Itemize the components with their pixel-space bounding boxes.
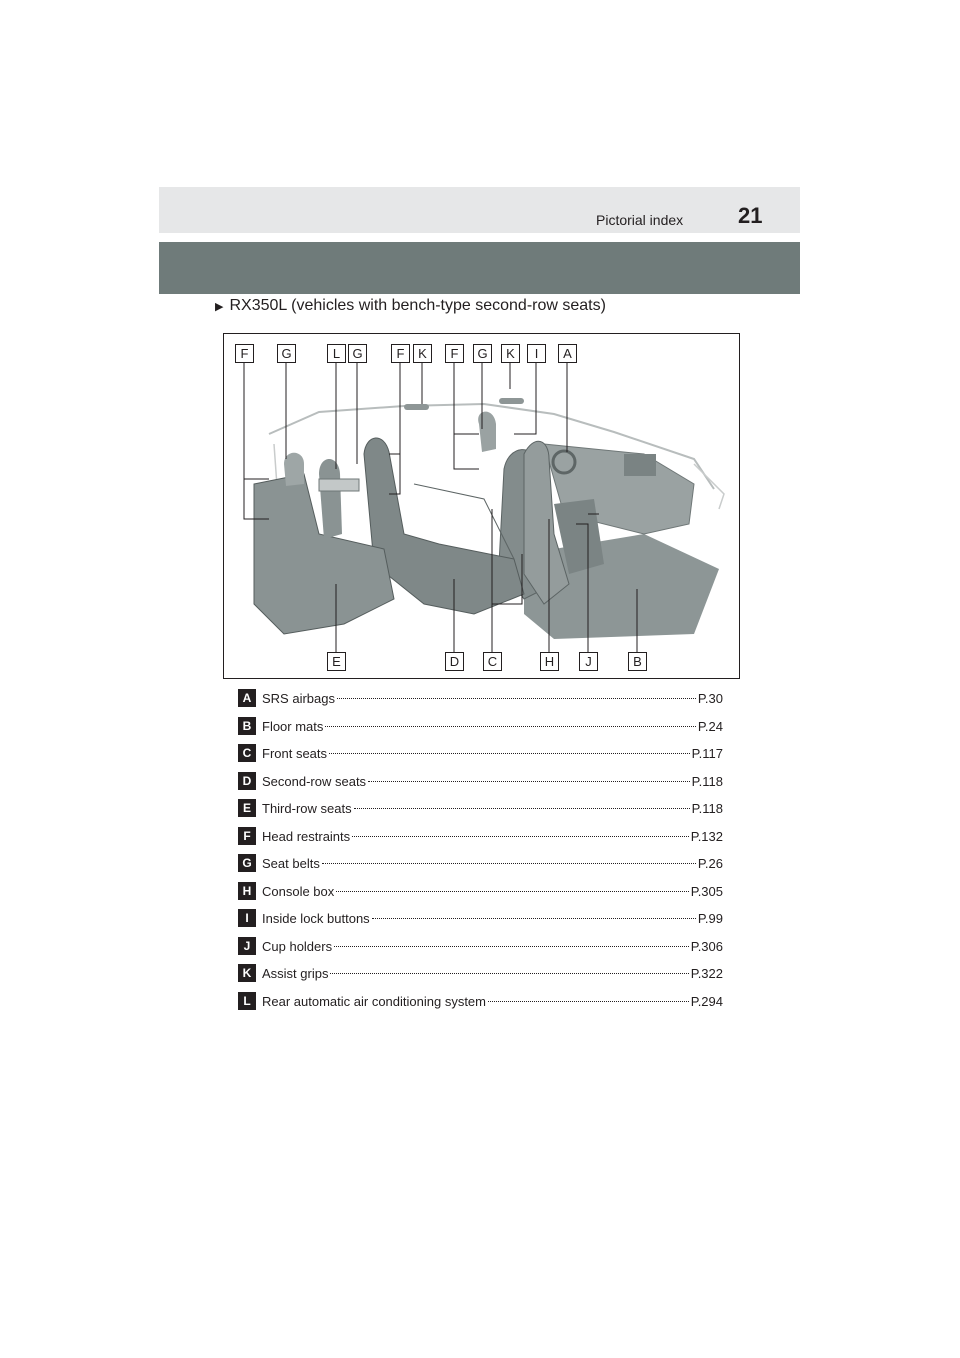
vehicle-interior-drawing (224, 334, 741, 680)
page-reference[interactable]: P.26 (697, 855, 723, 871)
legend-label: Head restraints (262, 828, 351, 844)
legend-label: Front seats (262, 745, 328, 761)
page-reference[interactable]: P.99 (697, 910, 723, 926)
callout-top-11: A (558, 344, 577, 363)
leader-dots (372, 908, 696, 919)
leader-dots (488, 991, 689, 1002)
section-title: Pictorial index (596, 212, 684, 228)
legend-item (238, 716, 723, 736)
legend-letter-badge: F (238, 827, 256, 845)
legend-label: Seat belts (262, 855, 320, 871)
leader-dots (334, 936, 689, 947)
legend-letter-badge: G (238, 854, 256, 872)
header-bar (159, 187, 800, 233)
legend-label: Inside lock buttons (262, 910, 370, 926)
callout-top-5: F (391, 344, 410, 363)
legend-item (238, 853, 723, 873)
leader-dots (329, 743, 690, 754)
legend-item (238, 908, 723, 928)
callout-top-1: F (235, 344, 254, 363)
legend-label: Third-row seats (262, 800, 352, 816)
page-reference[interactable]: P.24 (697, 718, 723, 734)
page-reference[interactable]: P.322 (690, 965, 723, 981)
leader-dots (325, 716, 696, 727)
legend-letter-badge: K (238, 964, 256, 982)
legend-letter-badge: L (238, 992, 256, 1010)
legend-label: Assist grips (262, 965, 329, 981)
callout-bottom-3: C (483, 652, 502, 671)
page-reference[interactable]: P.118 (691, 800, 723, 816)
callout-bottom-4: H (540, 652, 559, 671)
page-reference[interactable]: P.132 (690, 828, 723, 844)
legend-label: Floor mats (262, 718, 324, 734)
legend-letter-badge: D (238, 772, 256, 790)
callout-bottom-6: B (628, 652, 647, 671)
leader-dots (354, 798, 690, 809)
legend-item (238, 743, 723, 763)
legend-letter-badge: A (238, 689, 256, 707)
callout-top-4: G (348, 344, 367, 363)
legend-letter-badge: H (238, 882, 256, 900)
leader-dots (368, 771, 690, 782)
legend-item (238, 991, 723, 1011)
legend-label: SRS airbags (262, 690, 335, 706)
callout-bottom-2: D (445, 652, 464, 671)
callout-top-7: F (445, 344, 464, 363)
callout-bottom-5: J (579, 652, 598, 671)
page-reference[interactable]: P.30 (697, 690, 723, 706)
legend-letter-badge: E (238, 799, 256, 817)
subtitle-text: RX350L (vehicles with bench-type second-row seats) (229, 297, 606, 314)
leader-dots (330, 963, 688, 974)
legend-letter-badge: C (238, 744, 256, 762)
legend-item (238, 963, 723, 983)
callout-top-6: K (413, 344, 432, 363)
leader-dots (352, 826, 689, 837)
page-reference[interactable]: P.306 (690, 938, 723, 954)
legend-label: Console box (262, 883, 335, 899)
legend-item (238, 881, 723, 901)
figure-subtitle (215, 297, 606, 315)
page-reference[interactable]: P.305 (690, 883, 723, 899)
page-reference[interactable]: P.117 (691, 745, 723, 761)
legend-item (238, 798, 723, 818)
page-number: 21 (738, 203, 763, 228)
callout-top-2: G (277, 344, 296, 363)
page-reference[interactable]: P.118 (691, 773, 723, 789)
section-band (159, 242, 800, 294)
legend-item (238, 826, 723, 846)
leader-dots (337, 688, 696, 699)
legend-item (238, 936, 723, 956)
interior-illustration (223, 333, 740, 679)
legend-letter-badge: B (238, 717, 256, 735)
legend-label: Rear automatic air conditioning system (262, 993, 486, 1009)
callout-top-9: K (501, 344, 520, 363)
callout-top-10: I (527, 344, 546, 363)
leader-dots (336, 881, 688, 892)
legend-item (238, 688, 723, 708)
leader-dots (322, 853, 696, 864)
triangle-bullet-icon: ▶ (215, 300, 224, 313)
page-reference[interactable]: P.294 (690, 993, 723, 1009)
legend-letter-badge: I (238, 909, 256, 927)
callout-top-8: G (473, 344, 492, 363)
callout-bottom-1: E (327, 652, 346, 671)
callout-top-3: L (327, 344, 346, 363)
legend-label: Cup holders (262, 938, 333, 954)
legend-item (238, 771, 723, 791)
legend-letter-badge: J (238, 937, 256, 955)
legend-label: Second-row seats (262, 773, 367, 789)
